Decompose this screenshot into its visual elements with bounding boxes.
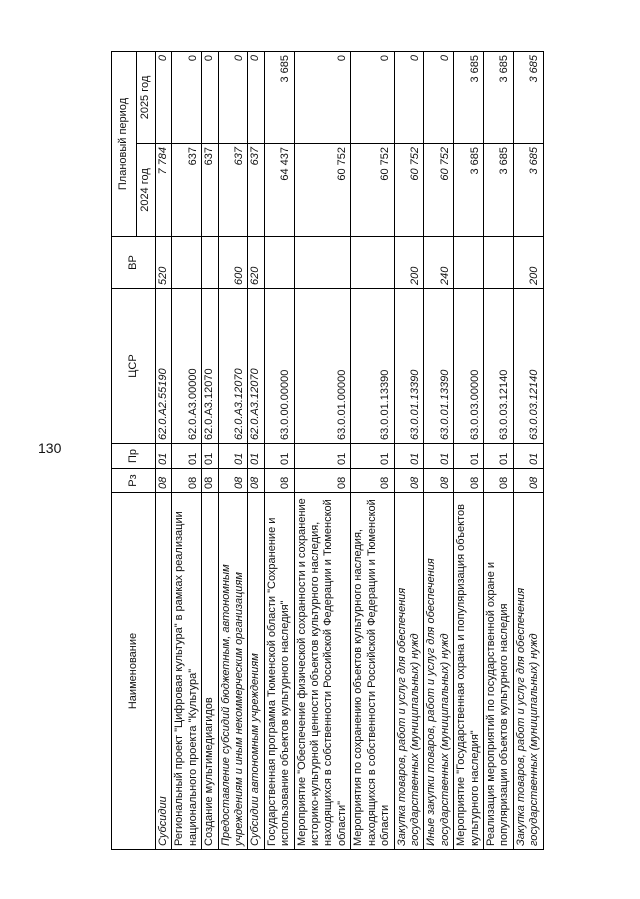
row-name: Иные закупки товаров, работ и услуг для обеспечения государственных (муниципальных) нужд bbox=[424, 493, 454, 850]
header-year-2025: 2025 год bbox=[137, 52, 156, 144]
row-name: Государственная программа Тюменской области "Сохранение и использование объектов культурного наследия" bbox=[264, 493, 294, 850]
row-name: Региональный проект "Цифровая культура" в рамках реализации национального проекта "Культура" bbox=[172, 493, 202, 850]
row-value-2025: 0 bbox=[351, 52, 394, 144]
row-pr: 01 bbox=[513, 444, 543, 469]
row-value-2025: 0 bbox=[248, 52, 264, 144]
row-pr: 01 bbox=[351, 444, 394, 469]
row-rz: 08 bbox=[351, 469, 394, 493]
row-value-2024: 64 437 bbox=[264, 144, 294, 237]
row-name: Мероприятие "Государственная охрана и популяризация объектов культурного наследия" bbox=[454, 493, 484, 850]
row-vr: 200 bbox=[513, 237, 543, 289]
row-vr: 600 bbox=[218, 237, 248, 289]
row-vr bbox=[202, 237, 218, 289]
row-value-2024: 637 bbox=[218, 144, 248, 237]
row-vr bbox=[454, 237, 484, 289]
row-vr bbox=[483, 237, 513, 289]
row-value-2025: 0 bbox=[294, 52, 351, 144]
row-vr bbox=[351, 237, 394, 289]
row-csr: 62.0.A2.55190 bbox=[156, 289, 172, 444]
table-row bbox=[483, 52, 513, 850]
table-row bbox=[156, 52, 172, 850]
row-pr: 01 bbox=[172, 444, 202, 469]
row-name: Закупка товаров, работ и услуг для обеспечения государственных (муниципальных) нужд bbox=[394, 493, 424, 850]
row-value-2025: 0 bbox=[394, 52, 424, 144]
row-value-2025: 0 bbox=[218, 52, 248, 144]
row-rz: 08 bbox=[172, 469, 202, 493]
row-rz: 08 bbox=[513, 469, 543, 493]
row-rz: 08 bbox=[394, 469, 424, 493]
row-pr: 01 bbox=[248, 444, 264, 469]
header-name: Наименование bbox=[112, 493, 156, 850]
row-vr: 240 bbox=[424, 237, 454, 289]
row-name: Мероприятие "Обеспечение физической сохранности и сохранение историко-культурной ценности объектов культурного наследия, находящихся в собственности Российской Федерации и Тюменской области" bbox=[294, 493, 351, 850]
row-value-2024: 637 bbox=[172, 144, 202, 237]
row-csr: 63.0.03.00000 bbox=[454, 289, 484, 444]
row-vr: 620 bbox=[248, 237, 264, 289]
row-value-2025: 0 bbox=[424, 52, 454, 144]
row-csr: 63.0.03.12140 bbox=[483, 289, 513, 444]
budget-table bbox=[111, 51, 544, 850]
table-row bbox=[513, 52, 543, 850]
row-name: Предоставление субсидий бюджетным, автономным учреждениям и иным некоммерческим организациям bbox=[218, 493, 248, 850]
row-rz: 08 bbox=[156, 469, 172, 493]
row-value-2024: 637 bbox=[248, 144, 264, 237]
row-value-2024: 7 784 bbox=[156, 144, 172, 237]
row-rz: 08 bbox=[264, 469, 294, 493]
row-pr: 01 bbox=[202, 444, 218, 469]
row-pr: 01 bbox=[483, 444, 513, 469]
table-row bbox=[394, 52, 424, 850]
row-pr: 01 bbox=[218, 444, 248, 469]
row-rz: 08 bbox=[202, 469, 218, 493]
header-csr: ЦСР bbox=[112, 289, 156, 444]
row-value-2025: 0 bbox=[172, 52, 202, 144]
row-csr: 63.0.01.13390 bbox=[424, 289, 454, 444]
row-vr bbox=[294, 237, 351, 289]
row-value-2025: 3 685 bbox=[513, 52, 543, 144]
row-pr: 01 bbox=[156, 444, 172, 469]
row-pr: 01 bbox=[454, 444, 484, 469]
row-name: Закупка товаров, работ и услуг для обеспечения государственных (муниципальных) нужд bbox=[513, 493, 543, 850]
row-name: Субсидии bbox=[156, 493, 172, 850]
row-pr: 01 bbox=[424, 444, 454, 469]
row-pr: 01 bbox=[294, 444, 351, 469]
row-value-2024: 3 685 bbox=[454, 144, 484, 237]
row-csr: 63.0.01.13390 bbox=[394, 289, 424, 444]
row-name: Создание мультимедиагидов bbox=[202, 493, 218, 850]
table-row bbox=[202, 52, 218, 850]
row-value-2024: 60 752 bbox=[351, 144, 394, 237]
row-value-2025: 0 bbox=[156, 52, 172, 144]
row-csr: 63.0.01.13390 bbox=[351, 289, 394, 444]
row-csr: 62.0.A3.12070 bbox=[218, 289, 248, 444]
row-value-2025: 3 685 bbox=[454, 52, 484, 144]
header-planning-period: Плановый период bbox=[112, 52, 137, 237]
row-pr: 01 bbox=[394, 444, 424, 469]
row-value-2025: 0 bbox=[202, 52, 218, 144]
page-number: 130 bbox=[38, 440, 62, 456]
row-pr: 01 bbox=[264, 444, 294, 469]
row-value-2024: 60 752 bbox=[424, 144, 454, 237]
row-rz: 08 bbox=[218, 469, 248, 493]
row-rz: 08 bbox=[294, 469, 351, 493]
row-rz: 08 bbox=[483, 469, 513, 493]
table-row bbox=[424, 52, 454, 850]
row-vr bbox=[172, 237, 202, 289]
row-value-2024: 637 bbox=[202, 144, 218, 237]
row-value-2024: 60 752 bbox=[394, 144, 424, 237]
table-row bbox=[172, 52, 202, 850]
row-rz: 08 bbox=[424, 469, 454, 493]
row-rz: 08 bbox=[248, 469, 264, 493]
table-row bbox=[294, 52, 351, 850]
table-row bbox=[218, 52, 248, 850]
row-vr bbox=[264, 237, 294, 289]
row-name: Мероприятия по сохранению объектов культурного наследия, находящихся в собственности Российской Федерации и Тюменской области bbox=[351, 493, 394, 850]
row-name: Субсидии автономным учреждениям bbox=[248, 493, 264, 850]
row-csr: 62.0.A3.12070 bbox=[248, 289, 264, 444]
header-pr: Пр bbox=[112, 444, 156, 469]
row-value-2024: 60 752 bbox=[294, 144, 351, 237]
row-rz: 08 bbox=[454, 469, 484, 493]
header-vr: ВР bbox=[112, 237, 156, 289]
row-vr: 200 bbox=[394, 237, 424, 289]
row-value-2024: 3 685 bbox=[483, 144, 513, 237]
header-year-2024: 2024 год bbox=[137, 144, 156, 237]
table-row bbox=[248, 52, 264, 850]
row-value-2024: 3 685 bbox=[513, 144, 543, 237]
header-rz: Рз bbox=[112, 469, 156, 493]
row-value-2025: 3 685 bbox=[483, 52, 513, 144]
table-row bbox=[264, 52, 294, 850]
row-csr: 63.0.03.12140 bbox=[513, 289, 543, 444]
row-csr: 62.0.A3.12070 bbox=[202, 289, 218, 444]
row-name: Реализация мероприятий по государственной охране и популяризации объектов культурного наследия bbox=[483, 493, 513, 850]
table-row bbox=[351, 52, 394, 850]
rotated-table-area bbox=[111, 52, 636, 850]
row-csr: 63.0.00.00000 bbox=[264, 289, 294, 444]
row-value-2025: 3 685 bbox=[264, 52, 294, 144]
row-csr: 63.0.01.00000 bbox=[294, 289, 351, 444]
table-row bbox=[454, 52, 484, 850]
row-vr: 520 bbox=[156, 237, 172, 289]
row-csr: 62.0.A3.00000 bbox=[172, 289, 202, 444]
